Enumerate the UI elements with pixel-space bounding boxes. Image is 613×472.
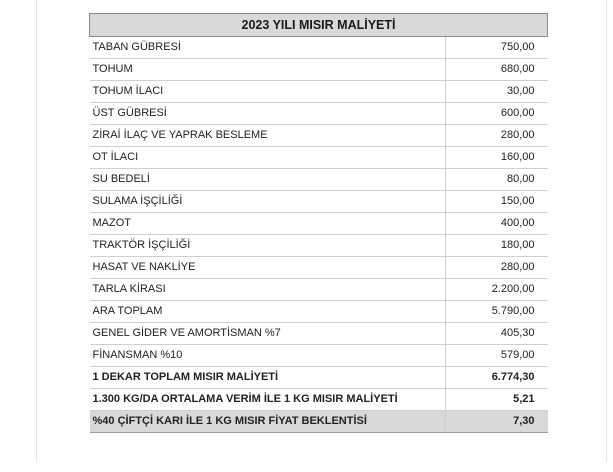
table-row — [90, 147, 548, 169]
table-row — [90, 81, 548, 103]
table-title: 2023 YILI MISIR MALİYETİ — [90, 14, 548, 37]
table-row — [90, 367, 548, 389]
row-value: 180,00 — [446, 235, 548, 257]
table-row — [90, 345, 548, 367]
row-label: HASAT VE NAKLİYE — [90, 257, 446, 279]
table-row — [90, 323, 548, 345]
row-label: TOHUM — [90, 59, 446, 81]
row-value: 30,00 — [446, 81, 548, 103]
row-label: TARLA KİRASI — [90, 279, 446, 301]
frame-right-border — [606, 0, 607, 462]
table-row — [90, 103, 548, 125]
row-value: 5,21 — [446, 389, 548, 411]
title-row — [90, 14, 548, 37]
row-value: 750,00 — [446, 37, 548, 59]
row-label: SU BEDELİ — [90, 169, 446, 191]
table-body — [90, 37, 548, 433]
table-row — [90, 191, 548, 213]
frame-left-border — [36, 0, 37, 462]
row-label: OT İLACI — [90, 147, 446, 169]
row-value: 2.200,00 — [446, 279, 548, 301]
row-label: MAZOT — [90, 213, 446, 235]
table-row — [90, 37, 548, 59]
row-value: 600,00 — [446, 103, 548, 125]
table-row — [90, 169, 548, 191]
table-row — [90, 389, 548, 411]
table-row — [90, 257, 548, 279]
row-label: ARA TOPLAM — [90, 301, 446, 323]
row-value: 160,00 — [446, 147, 548, 169]
row-value: 280,00 — [446, 125, 548, 147]
table-row — [90, 279, 548, 301]
row-value: 5.790,00 — [446, 301, 548, 323]
table-row — [90, 235, 548, 257]
row-label: %40 ÇİFTÇİ KARI İLE 1 KG MISIR FİYAT BEKLENTİSİ — [90, 411, 446, 433]
row-value: 7,30 — [446, 411, 548, 433]
table-row — [90, 301, 548, 323]
row-value: 400,00 — [446, 213, 548, 235]
row-value: 579,00 — [446, 345, 548, 367]
table-row — [90, 59, 548, 81]
row-label: SULAMA İŞÇİLİĞİ — [90, 191, 446, 213]
row-label: 1.300 KG/DA ORTALAMA VERİM İLE 1 KG MISIR MALİYETİ — [90, 389, 446, 411]
row-value: 80,00 — [446, 169, 548, 191]
row-label: 1 DEKAR TOPLAM MISIR MALİYETİ — [90, 367, 446, 389]
table-row — [90, 125, 548, 147]
row-value: 680,00 — [446, 59, 548, 81]
row-label: TABAN GÜBRESİ — [90, 37, 446, 59]
row-label: TRAKTÖR İŞÇİLİĞİ — [90, 235, 446, 257]
table-row — [90, 213, 548, 235]
table-row — [90, 411, 548, 433]
row-value: 6.774,30 — [446, 367, 548, 389]
cost-table — [89, 13, 548, 433]
row-label: ZİRAİ İLAÇ VE YAPRAK BESLEME — [90, 125, 446, 147]
row-label: ÜST GÜBRESİ — [90, 103, 446, 125]
row-label: GENEL GİDER VE AMORTİSMAN %7 — [90, 323, 446, 345]
row-label: FİNANSMAN %10 — [90, 345, 446, 367]
row-value: 405,30 — [446, 323, 548, 345]
row-label: TOHUM İLACI — [90, 81, 446, 103]
row-value: 280,00 — [446, 257, 548, 279]
row-value: 150,00 — [446, 191, 548, 213]
